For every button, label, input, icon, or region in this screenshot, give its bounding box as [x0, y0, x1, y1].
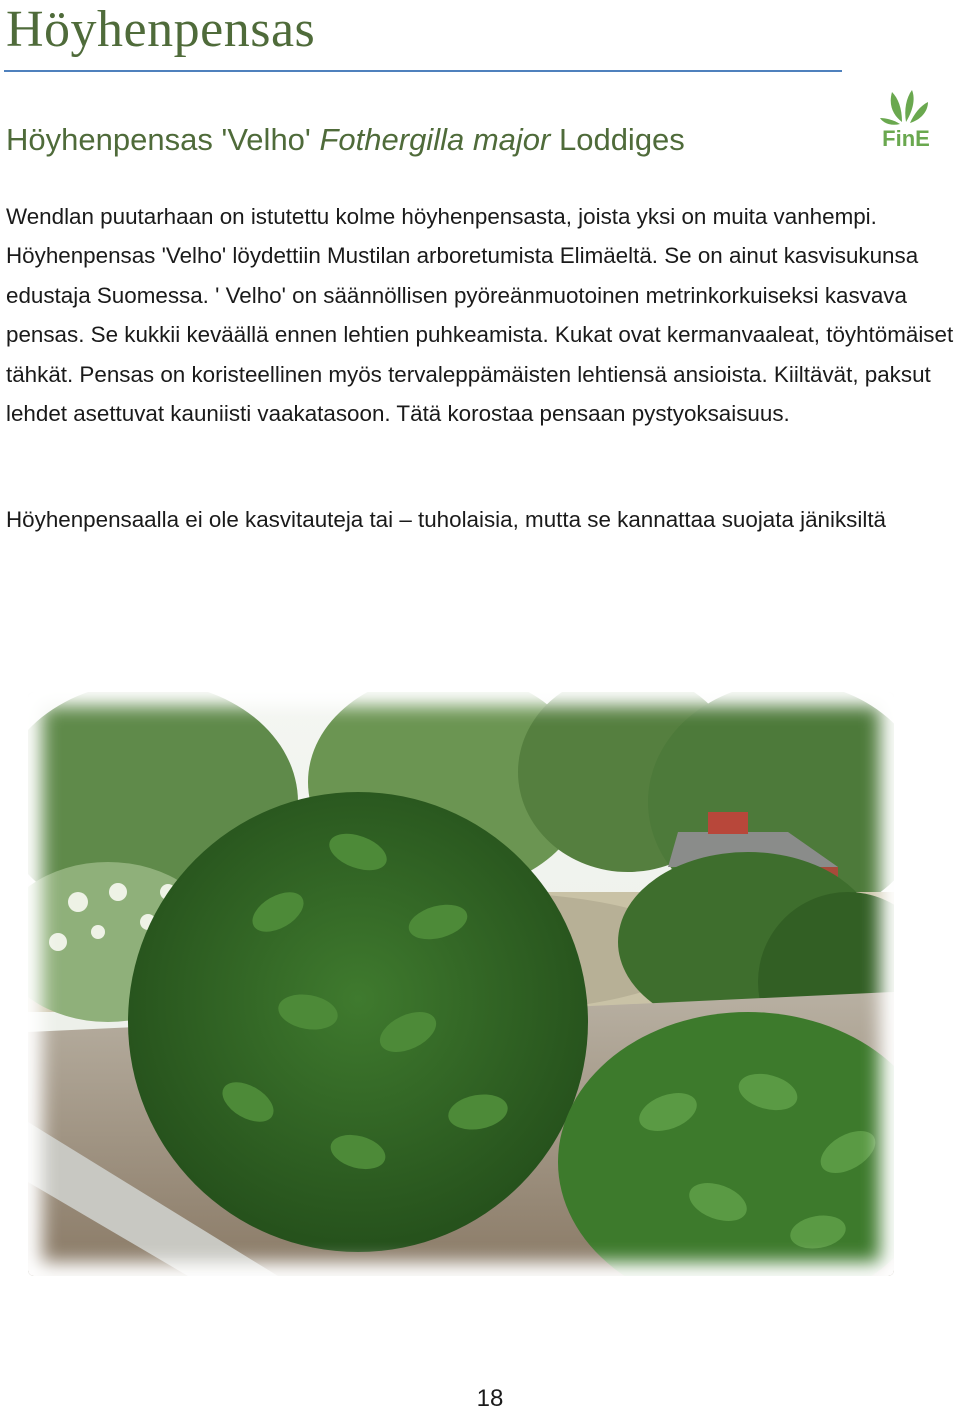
author-name: Loddiges: [558, 122, 685, 157]
latin-name: Fothergilla major: [319, 122, 551, 157]
page-title: Höyhenpensas: [6, 1, 316, 58]
shrub-photo-illustration: [28, 692, 894, 1276]
leaf-sprout-icon: [872, 86, 940, 150]
fine-logo: [872, 86, 940, 150]
logo-text: FinE: [882, 126, 930, 150]
page-number: 18: [476, 1385, 504, 1412]
shrub-photo: [28, 692, 894, 1276]
section-subtitle: [6, 118, 685, 162]
title-divider: [4, 70, 842, 72]
cultivar-name: Höyhenpensas 'Velho': [6, 122, 311, 157]
paragraph-description: Wendlan puutarhaan on istutettu kolme höyhenpensasta, joista yksi on muita vanhempi. Höyhenpensas 'Velho' löydettiin Mustilan arboretumista Elimäeltä. Se on ainut kasvisukunsa edustaja Suomessa. ' Velho' on säännöllisen pyöreänmuotoinen metrinkorkuiseksi kasvava pensas. Se kukkii keväällä ennen lehtien puhkeamista. Kukat ovat kermanvaaleat, töyhtömäiset tähkät. Pensas on koristeellinen myös tervaleppämäisten lehtiensä ansioista. Kiiltävät, paksut lehdet asettuvat kauniisti vaakatasoon. Tätä korostaa pensaan pystyoksaisuus.: [6, 204, 954, 427]
paragraph-pests: Höyhenpensaalla ei ole kasvitauteja tai – tuholaisia, mutta se kannattaa suojata jäniksiltä: [6, 507, 887, 532]
